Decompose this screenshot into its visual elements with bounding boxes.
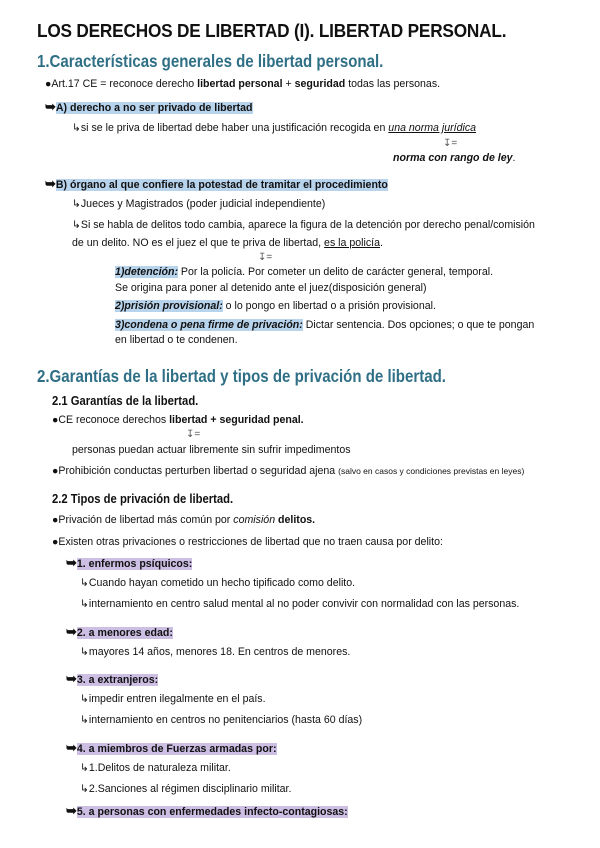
item-head-1: ➥1. enfermos psíquicos:	[66, 555, 193, 570]
item-head-4: ➥4. a miembros de Fuerzas armadas por:	[66, 740, 277, 755]
arrow-icon: ➥	[66, 624, 77, 639]
item-1-line-1: ↳Cuando hayan cometido un hecho tipificado como delito.	[80, 577, 356, 589]
condena-item-cont: en libertad o te condenen.	[115, 334, 238, 346]
arrow-icon: ➥	[45, 99, 56, 114]
garantias-bullet-1: ●CE reconoce derechos libertad + seguridad penal.	[52, 414, 304, 426]
item-head-3: ➥3. a extranjeros:	[66, 671, 159, 686]
norma-rango-ley: norma con rango de ley.	[393, 152, 516, 164]
tipos-bullet-1: ●Privación de libertad más común por comisión delitos.	[52, 514, 316, 526]
item-4-line-1: ↳1.Delitos de naturaleza militar.	[80, 762, 231, 774]
equals-arrow-icon: ↧=	[443, 138, 458, 149]
page-title: LOS DERECHOS DE LIBERTAD (I). LIBERTAD PERSONAL.	[37, 20, 507, 41]
prision-provisional-item: 2)prisión provisional: o lo pongo en libertad o a prisión provisional.	[115, 300, 436, 312]
a-justification-line: ↳si se le priva de libertad debe haber una justificación recogida en una norma jurídica	[72, 122, 477, 134]
b-line-3: de un delito. NO es el juez el que te priva de libertad, es la policía.	[72, 237, 383, 249]
subsection-2-1: 2.1 Garantías de la libertad.	[52, 394, 199, 408]
tipos-bullet-2: ●Existen otras privaciones o restricciones de libertad que no traen causa por delito:	[52, 536, 443, 548]
item-head-2: ➥2. a menores edad:	[66, 624, 173, 639]
detencion-item: 1)detención: Por la policía. Por cometer un delito de carácter general, temporal.	[115, 266, 494, 278]
item-1-line-2: ↳internamiento en centro salud mental al no poder convivir con normalidad con las personas.	[80, 598, 520, 610]
item-3-line-2: ↳internamiento en centros no penitenciarios (hasta 60 días)	[80, 714, 363, 726]
equals-arrow-icon: ↧=	[186, 429, 201, 440]
arrow-icon: ➥	[66, 803, 77, 818]
art17-bullet: ●Art.17 CE = reconoce derecho libertad personal + seguridad todas las personas.	[45, 78, 441, 90]
equals-arrow-icon: ↧=	[258, 252, 273, 263]
arrow-icon: ➥	[45, 176, 56, 191]
garantias-bullet-2: ●Prohibición conductas perturben libertad o seguridad ajena (salvo en casos y condiciones previstas en leyes)	[52, 465, 525, 477]
detencion-item-cont: Se origina para poner al detenido ante el juez(disposición general)	[115, 282, 427, 294]
arrow-icon: ➥	[66, 555, 77, 570]
section-1-heading: 1.Características generales de libertad personal.	[37, 51, 384, 71]
condena-item: 3)condena o pena firme de privación: Dictar sentencia. Dos opciones; o que te pongan	[115, 319, 535, 331]
arrow-icon: ➥	[66, 671, 77, 686]
arrow-icon: ➥	[66, 740, 77, 755]
item-3-line-1: ↳impedir entren ilegalmente en el país.	[80, 693, 266, 705]
item-head-5: ➥5. a personas con enfermedades infecto-contagiosas:	[66, 803, 348, 818]
item-2-line-1: ↳mayores 14 años, menores 18. En centros de menores.	[80, 646, 351, 658]
b-line-1: ↳Jueces y Magistrados (poder judicial independiente)	[72, 198, 326, 210]
subsection-2-2: 2.2 Tipos de privación de libertad.	[52, 492, 234, 506]
subsection-a: ➥A) derecho a no ser privado de libertad	[45, 99, 253, 114]
subsection-b: ➥B) órgano al que confiere la potestad de tramitar el procedimiento	[45, 176, 388, 191]
item-4-line-2: ↳2.Sanciones al régimen disciplinario militar.	[80, 783, 292, 795]
b-line-2: ↳Si se habla de delitos todo cambia, aparece la figura de la detención por derecho penal/comisión	[72, 219, 535, 231]
garantias-line-2: personas puedan actuar libremente sin sufrir impedimentos	[72, 444, 351, 456]
section-2-heading: 2.Garantías de la libertad y tipos de privación de libertad.	[37, 366, 446, 386]
